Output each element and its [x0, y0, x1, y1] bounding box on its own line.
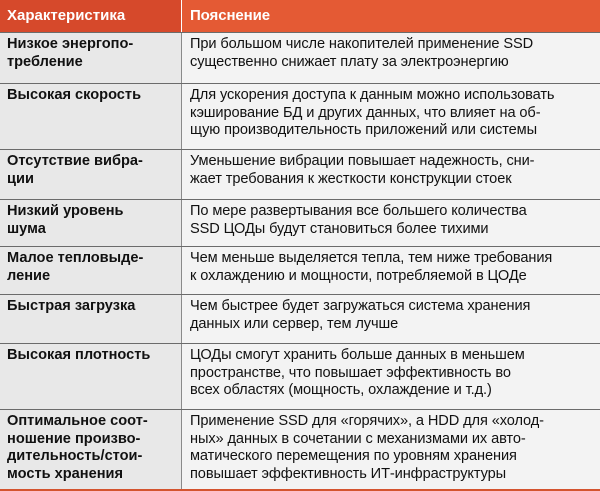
feature-cell [0, 247, 182, 294]
explanation-cell [182, 33, 600, 83]
feature-cell [0, 410, 182, 489]
explanation-line: существенно снижает плату за электроэнергию [190, 53, 509, 70]
explanation-line: жает требования к жесткости конструкции стоек [190, 170, 512, 187]
explanation-line: данных или сервер, тем лучше [190, 315, 399, 332]
table-header [0, 0, 600, 32]
feature-line: Малое тепловыде- [7, 250, 144, 266]
explanation-line: Чем меньше выделяется тепла, тем ниже требования [190, 250, 553, 266]
explanation-line: матического перемещения по уровням хранения [190, 448, 517, 464]
explanation-line: повышает эффективность ИТ-инфраструктуры [190, 465, 507, 482]
feature-cell [0, 295, 182, 343]
table-row [0, 294, 600, 343]
explanation-line: Чем быстрее будет загружаться система хранения [190, 298, 531, 314]
feature-line: Оптимальное соот- [7, 413, 148, 429]
explanation-line: ЦОДы смогут хранить больше данных в меньшем [190, 347, 525, 363]
explanation-cell [182, 295, 600, 343]
explanation-line: Применение SSD для «горячих», а HDD для «холод- [190, 413, 544, 429]
explanation-line: щую производительность приложений или системы [190, 122, 537, 138]
explanation-line: SSD ЦОДы будут становиться более тихими [190, 220, 489, 237]
explanation-cell [182, 344, 600, 409]
feature-line: требление [7, 53, 83, 70]
feature-line: Быстрая загрузка [7, 298, 136, 314]
explanation-line: к охлаждению и мощности, потребляемой в ЦОДе [190, 267, 527, 284]
explanation-line: По мере развертывания все большего количества [190, 203, 527, 219]
explanation-line: Уменьшение вибрации повышает надежность, сни- [190, 153, 535, 169]
table-row [0, 83, 600, 149]
feature-line: мость хранения [7, 465, 123, 482]
feature-line: ношение произво- [7, 430, 141, 447]
feature-line: Отсутствие вибра- [7, 153, 143, 169]
feature-cell [0, 84, 182, 149]
explanation-cell [182, 247, 600, 294]
header-characteristic: Характеристика [0, 0, 182, 32]
explanation-cell [182, 200, 600, 246]
explanation-cell [182, 150, 600, 199]
explanation-line: кэширование БД и других данных, что влияет на об- [190, 104, 541, 121]
table-row [0, 149, 600, 199]
feature-line: дительность/стои- [7, 448, 143, 464]
explanation-cell [182, 410, 600, 489]
explanation-line: Для ускорения доступа к данным можно использовать [190, 87, 555, 103]
explanation-cell [182, 84, 600, 149]
explanation-line: пространстве, что повышает эффективность во [190, 364, 511, 381]
feature-cell [0, 200, 182, 246]
explanation-line: При большом числе накопителей применение SSD [190, 36, 534, 52]
table-row [0, 246, 600, 294]
table-row [0, 409, 600, 489]
feature-cell [0, 150, 182, 199]
explanation-line: всех областях (мощность, охлаждение и т.д.) [190, 382, 492, 398]
table-row [0, 199, 600, 246]
explanation-line: ных» данных в сочетании с механизмами их авто- [190, 430, 526, 447]
feature-line: ление [7, 267, 51, 284]
feature-line: Низкий уровень [7, 203, 124, 219]
feature-line: Низкое энергопо- [7, 36, 134, 52]
feature-line: ции [7, 170, 34, 187]
feature-cell [0, 33, 182, 83]
feature-cell [0, 344, 182, 409]
feature-line: Высокая плотность [7, 347, 151, 363]
feature-line: шума [7, 220, 46, 237]
feature-line: Высокая скорость [7, 87, 142, 103]
table-row [0, 343, 600, 409]
table-row [0, 32, 600, 83]
header-explanation: Пояснение [182, 0, 600, 32]
